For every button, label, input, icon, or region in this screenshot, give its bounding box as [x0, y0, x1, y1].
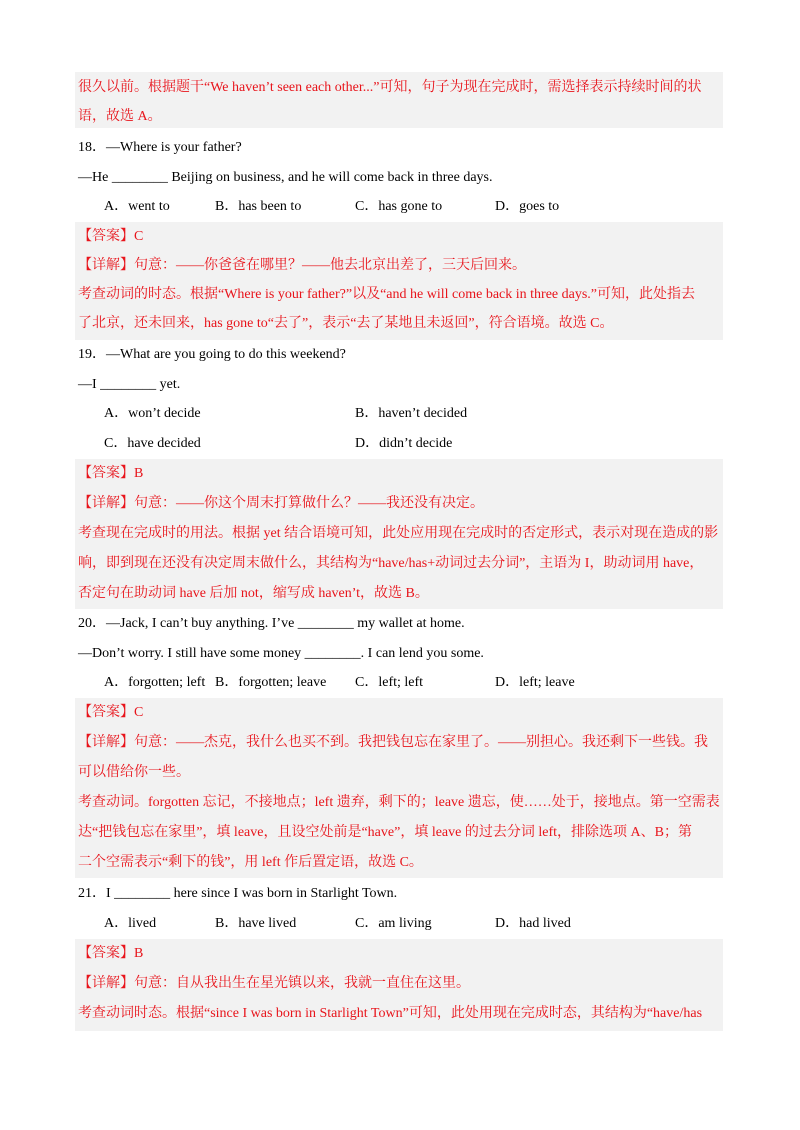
option-c: C．left; left [355, 675, 424, 690]
option-d: D．left; leave [495, 675, 575, 690]
option-a: A．won’t decide [104, 406, 201, 421]
answer-box-20 [75, 698, 723, 878]
explanation-line: 语，故选 A。 [78, 109, 162, 124]
question-18-line: —He ________ Beijing on business, and he will come back in three days. [78, 170, 493, 185]
option-a: A．lived [104, 916, 157, 931]
explanation-line: 了北京，还未回来，has gone to“去了”，表示“去了某地且未返回”，符合语境。故选 C。 [78, 316, 614, 331]
question-19-line: —I ________ yet. [78, 377, 181, 392]
answer-label: 【答案】B [78, 946, 144, 961]
answer-label: 【答案】C [78, 229, 144, 244]
detail-line: 【详解】句意：——你这个周末打算做什么？——我还没有决定。 [78, 496, 484, 511]
option-c: C．have decided [104, 436, 201, 451]
option-c: C．am living [355, 916, 432, 931]
option-b: B．has been to [215, 199, 302, 214]
option-c: C．has gone to [355, 199, 443, 214]
explanation-line: 否定句在助动词 have 后加 not，缩写成 haven’t，故选 B。 [78, 586, 429, 601]
question-18-stem: 18．—Where is your father? [78, 140, 242, 155]
explanation-line: 响，即到现在还没有决定周末做什么，其结构为“have/has+动词过去分词”，主语为 I，助动词用 have， [78, 556, 704, 571]
question-20-stem: 20．—Jack, I can’t buy anything. I’ve ________ my wallet at home. [78, 616, 465, 631]
explanation-line: 二个空需表示“剩下的钱”，用 left 作后置定语，故选 C。 [78, 855, 423, 870]
option-b: B．haven’t decided [355, 406, 468, 421]
detail-line: 可以借给你一些。 [78, 765, 190, 780]
option-b: B．have lived [215, 916, 297, 931]
detail-line: 【详解】句意：——你爸爸在哪里？——他去北京出差了，三天后回来。 [78, 258, 526, 273]
detail-line: 【详解】句意：自从我出生在星光镇以来，我就一直住在这里。 [78, 976, 470, 991]
option-d: D．didn’t decide [355, 436, 453, 451]
question-19-stem: 19．—What are you going to do this weekend? [78, 347, 346, 362]
explanation-line: 达“把钱包忘在家里”，填 leave，且设空处前是“have”，填 leave 的过去分词 left，排除选项 A、B；第 [78, 825, 692, 840]
detail-line: 【详解】句意：——杰克，我什么也买不到。我把钱包忘在家里了。——别担心。我还剩下一些钱。我 [78, 735, 708, 750]
explanation-line: 考查动词。forgotten 忘记，不接地点；left 遗弃，剩下的；leave 遗忘，使……处于，接地点。第一空需表 [78, 795, 720, 810]
option-a: A．went to [104, 199, 170, 214]
question-21-stem: 21．I ________ here since I was born in Starlight Town. [78, 886, 398, 901]
option-b: B．forgotten; leave [215, 675, 327, 690]
option-a: A．forgotten; left [104, 675, 206, 690]
explanation-line: 考查动词的时态。根据“Where is your father?”以及“and he will come back in three days.”可知，此处指去 [78, 287, 695, 302]
explanation-line: 很久以前。根据题干“We haven’t seen each other...”可知，句子为现在完成时，需选择表示持续时间的状 [78, 80, 702, 95]
answer-label: 【答案】C [78, 705, 144, 720]
option-d: D．goes to [495, 199, 560, 214]
explanation-line: 考查动词时态。根据“since I was born in Starlight Town”可知，此处用现在完成时态，其结构为“have/has [78, 1006, 703, 1021]
answer-label: 【答案】B [78, 466, 144, 481]
option-d: D．had lived [495, 916, 571, 931]
explanation-line: 考查现在完成时的用法。根据 yet 结合语境可知，此处应用现在完成时的否定形式，表示对现在造成的影 [78, 526, 719, 541]
question-20-line: —Don’t worry. I still have some money ________. I can lend you some. [78, 646, 484, 661]
